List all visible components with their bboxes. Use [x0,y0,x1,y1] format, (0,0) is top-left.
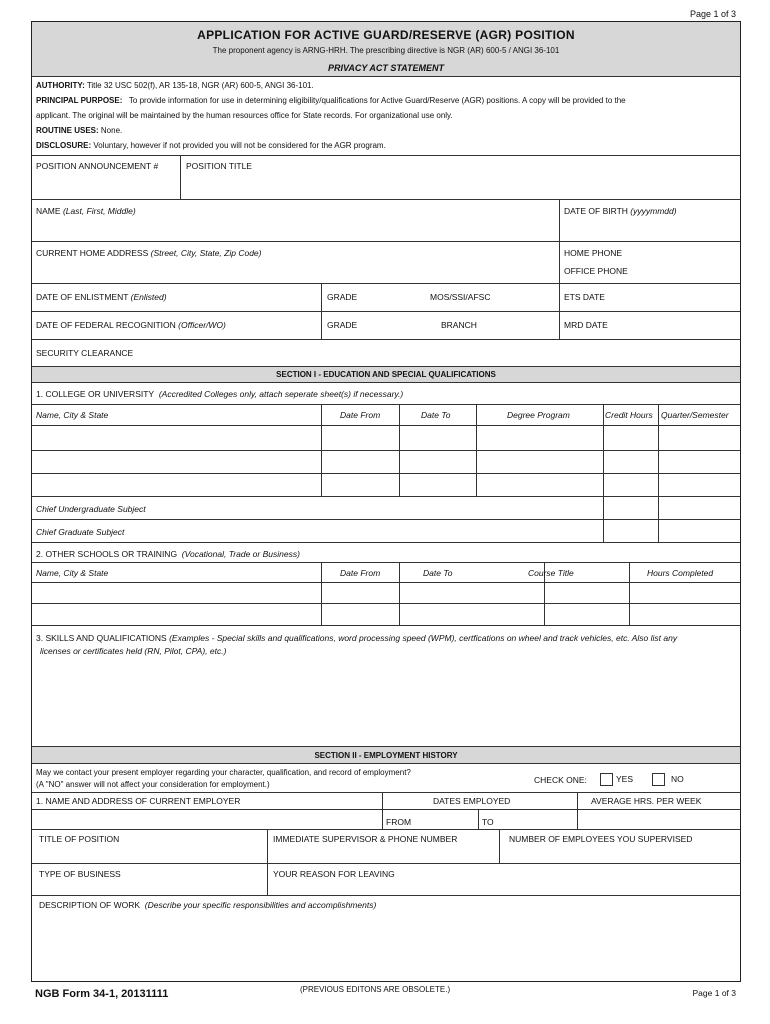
college-label: 1. COLLEGE OR UNIVERSITY (Accredited Colleges only, attach seperate sheet(s) if necessary.) [36,389,404,399]
position-announcement-field[interactable] [32,156,181,199]
avg-hours-field[interactable] [578,810,742,829]
college-label-row [32,383,740,405]
address-field[interactable] [32,242,560,283]
contact-question-row [32,764,740,793]
col2-hours-completed: Hours Completed [647,568,714,578]
name-row [32,200,740,242]
skills-label: 3. SKILLS AND QUALIFICATIONS (Examples - Special skills and qualifications, word processing speed (WPM), certfications on wheel and track vehicles, etc. Also list any [36,633,678,643]
undergrad-subject-row[interactable] [32,497,740,520]
num-supervised-field[interactable] [500,830,742,863]
description-field[interactable] [32,896,740,983]
clearance-label: SECURITY CLEARANCE [36,348,134,358]
dob-field[interactable] [560,200,742,241]
skills-hint-2: licenses or certificates held (RN, Pilot, CPA), etc.) [40,646,227,656]
grad-label: Chief Graduate Subject [36,527,125,537]
col-degree: Degree Program [507,410,570,420]
from-label: FROM [386,817,412,827]
undergrad-label: Chief Undergraduate Subject [36,504,146,514]
disclosure-text: Voluntary, however if not provided you will not be considered for the AGR program. [93,141,386,150]
routine-text: None. [100,126,123,135]
purpose-text-2: applicant. The original will be maintained by the human resources office for State records. For organizational use only. [36,111,453,120]
yes-checkbox[interactable] [600,773,613,786]
obsolete-notice: (PREVIOUS EDITONS ARE OBSOLETE.) [300,985,451,994]
ets-label: ETS DATE [564,292,605,302]
grade-branch-field[interactable] [322,312,560,339]
description-label: DESCRIPTION OF WORK (Describe your specific responsibilities and accomplishments) [39,900,377,910]
fed-recognition-field[interactable] [32,312,322,339]
supervisor-label: IMMEDIATE SUPERVISOR & PHONE NUMBER [273,834,458,844]
name-field[interactable] [32,200,560,241]
col-date-from: Date From [340,410,381,420]
col-date-to: Date To [421,410,451,420]
grade-label-2: GRADE [327,320,358,330]
ets-field[interactable] [560,284,742,311]
other-schools-label-row [32,543,740,563]
col2-name: Name, City & State [36,568,109,578]
routine-label: ROUTINE USES: [36,126,99,135]
num-supervised-label: NUMBER OF EMPLOYEES YOU SUPERVISED [509,834,693,844]
position-row [32,156,740,200]
address-row [32,242,740,284]
check-one-label: CHECK ONE: [534,775,587,785]
no-checkbox[interactable] [652,773,665,786]
college-entry-row[interactable] [32,426,740,451]
contact-note: (A "NO" answer will not affect your consideration for employment.) [36,780,270,789]
col2-date-to: Date To [423,568,453,578]
fed-recognition-row [32,312,740,340]
fed-recognition-label: DATE OF FEDERAL RECOGNITION (Officer/WO) [36,320,226,330]
section2-heading-row [32,747,740,764]
to-field[interactable] [479,810,578,829]
grad-subject-row[interactable] [32,520,740,543]
title-field[interactable] [32,830,268,863]
form-subtitle: The proponent agency is ARNG-HRH. The prescribing directive is NGR (AR) 600-5 / ANGI 36-101 [212,46,560,55]
enlistment-field[interactable] [32,284,322,311]
business-reason-row [32,864,740,896]
section1-heading: SECTION I - EDUCATION AND SPECIAL QUALIFICATIONS [276,370,496,379]
section1-heading-row [32,367,740,383]
employer-field[interactable] [32,810,383,829]
authority-label: AUTHORITY: [36,81,85,90]
college-columns-row [32,405,740,426]
phone-fields[interactable] [560,242,742,283]
contact-question: May we contact your present employer regarding your character, qualification, and record of employment? [36,768,411,777]
dob-label: DATE OF BIRTH (yyyymmdd) [564,206,677,216]
mrd-label: MRD DATE [564,320,608,330]
other-schools-entry-row[interactable] [32,604,740,626]
name-label: NAME (Last, First, Middle) [36,206,136,216]
college-entry-row[interactable] [32,451,740,474]
form-identifier: NGB Form 34-1, 20131111 [35,988,169,1000]
form-title: APPLICATION FOR ACTIVE GUARD/RESERVE (AGR) POSITION [197,28,575,42]
mos-label: MOS/SSI/AFSC [430,292,491,302]
other-schools-entry-row[interactable] [32,583,740,604]
other-schools-label: 2. OTHER SCHOOLS OR TRAINING (Vocational, Trade or Business) [36,549,300,559]
title-block [32,22,740,61]
position-title-label: POSITION TITLE [186,161,252,171]
yes-option[interactable]: YES [600,773,633,786]
grade-label: GRADE [327,292,358,302]
position-title-field[interactable] [181,156,742,199]
grade-mos-field[interactable] [322,284,560,311]
disclosure-label: DISCLOSURE: [36,141,92,150]
business-label: TYPE OF BUSINESS [39,869,121,879]
agr-application-form [31,21,741,982]
section2-heading: SECTION II - EMPLOYMENT HISTORY [314,751,458,760]
authority-text: Title 32 USC 502(f), AR 135-18, NGR (AR) 600-5, ANGI 36-101. [86,81,314,90]
employer-label: 1. NAME AND ADDRESS OF CURRENT EMPLOYER [36,796,241,806]
employer-header-row [32,793,740,810]
other-schools-columns-row [32,563,740,583]
reason-field[interactable] [268,864,742,895]
home-phone-label: HOME PHONE [564,248,623,258]
office-phone-label: OFFICE PHONE [564,266,628,276]
clearance-row[interactable] [32,340,740,367]
enlistment-label: DATE OF ENLISTMENT (Enlisted) [36,292,167,302]
page-number-top: Page 1 of 3 [689,9,736,19]
reason-label: YOUR REASON FOR LEAVING [273,869,395,879]
address-label: CURRENT HOME ADDRESS (Street, City, State, Zip Code) [36,248,262,258]
employer-dates-row[interactable] [32,810,740,830]
col-quarter-semester: Quarter/Semester [661,410,729,420]
skills-field[interactable] [32,626,740,747]
privacy-heading: PRIVACY ACT STATEMENT [32,60,740,77]
privacy-statement [36,78,736,153]
title-label: TITLE OF POSITION [39,834,120,844]
branch-label: BRANCH [441,320,477,330]
to-label: TO [482,817,494,827]
no-option[interactable]: NO [652,773,684,786]
col-name: Name, City & State [36,410,109,420]
supervisor-field[interactable] [268,830,500,863]
purpose-text: To provide information for use in determining eligibility/qualifications for Active Guard/Reserve (AGR) positions. A copy will be provided to the [128,96,626,105]
mrd-field[interactable] [560,312,742,339]
avg-hours-label: AVERAGE HRS. PER WEEK [591,796,702,806]
col2-course-title: Course Title [528,568,574,578]
col-credit-hours: Credit Hours [605,410,653,420]
col2-date-from: Date From [340,568,381,578]
business-field[interactable] [32,864,268,895]
page-number-bottom: Page 1 of 3 [692,988,736,998]
purpose-label: PRINCIPAL PURPOSE: [36,96,123,105]
dates-employed-label: DATES EMPLOYED [433,796,511,806]
enlistment-row [32,284,740,312]
title-supervisor-row [32,830,740,864]
from-field[interactable] [383,810,479,829]
position-announcement-label: POSITION ANNOUNCEMENT # [36,161,159,171]
college-entry-row[interactable] [32,474,740,497]
